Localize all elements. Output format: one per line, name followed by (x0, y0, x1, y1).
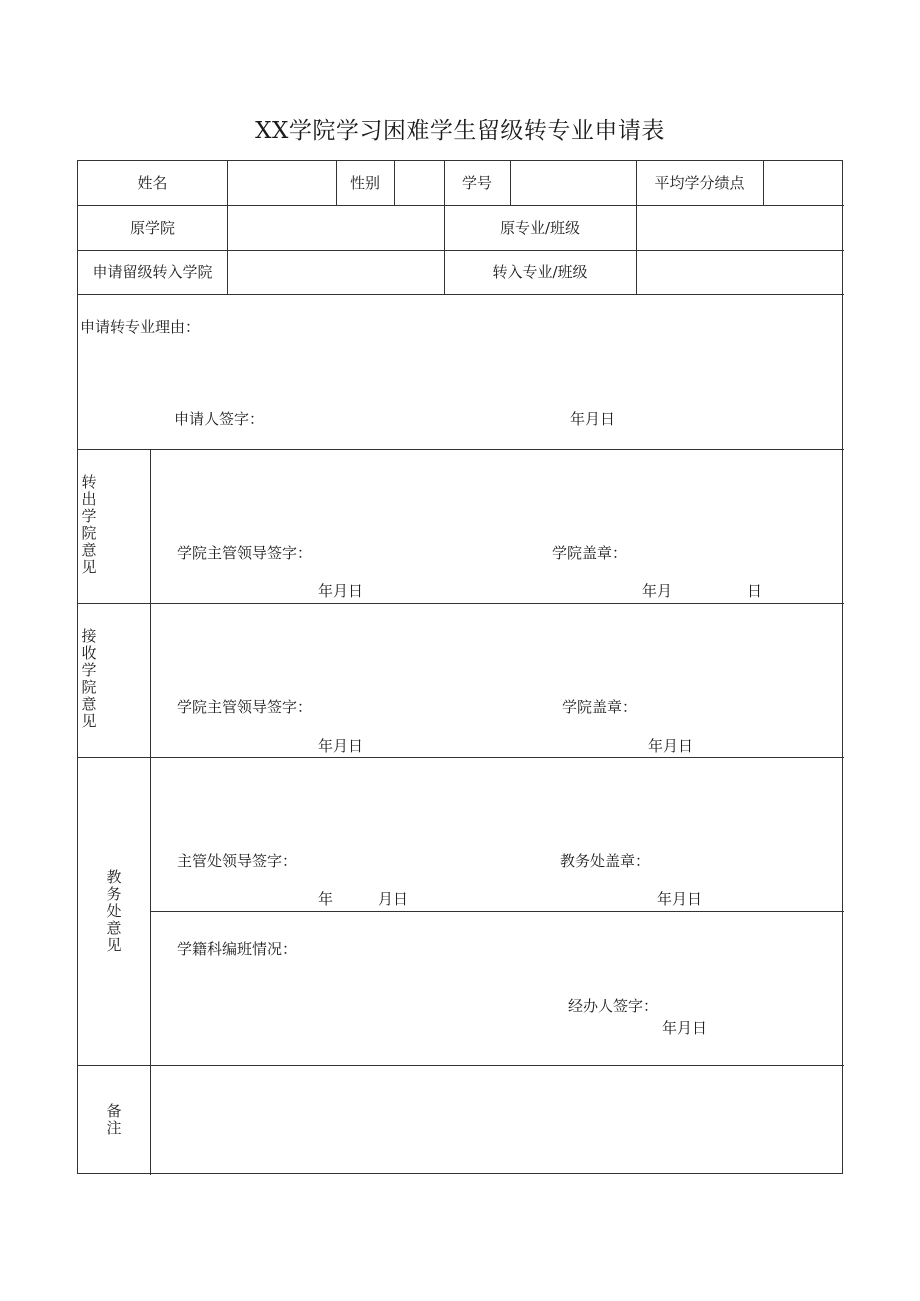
in-college-label: 接收学院意见 (81, 627, 97, 730)
row-divider (78, 205, 844, 206)
row-divider (78, 294, 844, 295)
out-date-left: 年月日 (318, 582, 364, 600)
out-college-label: 转出学院意见 (81, 473, 97, 576)
row-divider (150, 911, 844, 912)
orig-college-label: 原学院 (129, 219, 175, 237)
gender-label: 性别 (349, 174, 380, 192)
in-leader-signature: 学院主管领导签字： (177, 698, 313, 716)
aa-date-right: 年月日 (657, 890, 703, 908)
reason-label: 申请转专业理由： (80, 318, 201, 336)
orig-major-label: 原专业/班级 (499, 219, 581, 237)
student-id-label: 学号 (461, 174, 492, 192)
in-date-right: 年月日 (648, 737, 694, 755)
registry-label: 学籍科编班情况： (177, 940, 298, 958)
row-divider (78, 449, 844, 450)
handler-date: 年月日 (662, 1019, 708, 1037)
col-divider (510, 161, 511, 205)
in-seal-label: 学院盖章： (562, 698, 638, 716)
aa-date-left-year: 年 (318, 890, 334, 908)
out-leader-signature: 学院主管领导签字： (177, 544, 313, 562)
aa-date-left-md: 月日 (378, 890, 409, 908)
col-divider (150, 449, 151, 1175)
apply-college-label: 申请留级转入学院 (92, 263, 213, 281)
transfer-major-label: 转入专业/班级 (492, 263, 588, 281)
row-divider (78, 1065, 844, 1066)
form-title: XX学院学习困难学生留级转专业申请表 (255, 118, 665, 144)
row-divider (78, 603, 844, 604)
row-divider (78, 250, 844, 251)
remarks-label: 备注 (106, 1102, 122, 1137)
col-divider (394, 161, 395, 205)
row-divider (78, 757, 844, 758)
name-label: 姓名 (137, 174, 168, 192)
applicant-date: 年月日 (570, 410, 616, 428)
handler-signature-label: 经办人签字： (568, 997, 659, 1015)
aa-seal-label: 教务处盖章： (560, 852, 651, 870)
col-divider (227, 161, 228, 294)
col-divider (763, 161, 764, 205)
aa-leader-signature: 主管处领导签字： (177, 852, 298, 870)
out-seal-label: 学院盖章： (552, 544, 628, 562)
applicant-signature-label: 申请人签字： (174, 410, 265, 428)
gpa-label: 平均学分绩点 (654, 174, 745, 192)
out-date-right-day: 日 (747, 582, 763, 600)
in-date-left: 年月日 (318, 737, 364, 755)
out-date-right-year: 年月 (642, 582, 673, 600)
application-form-table (77, 160, 843, 1174)
academic-affairs-label: 教务处意见 (106, 868, 122, 954)
